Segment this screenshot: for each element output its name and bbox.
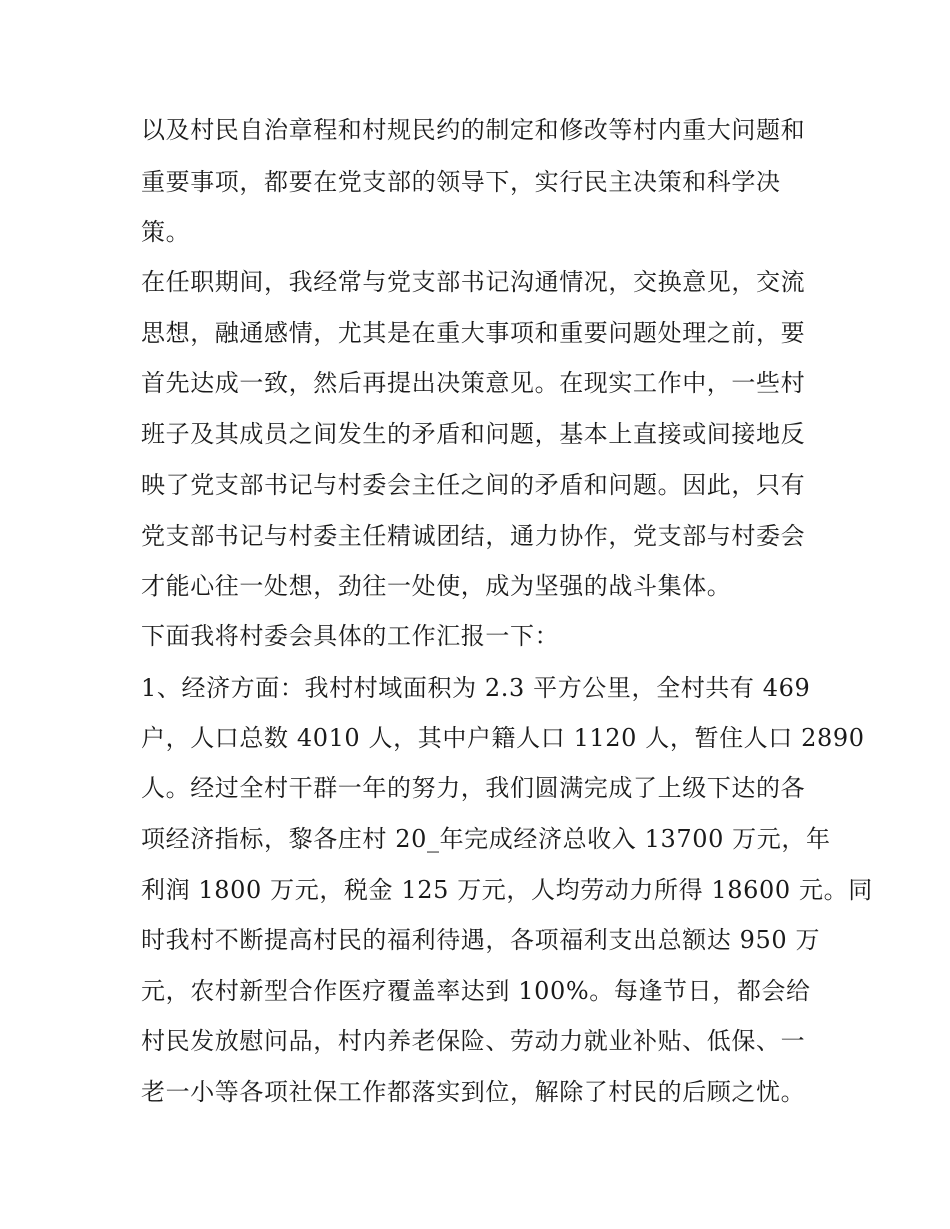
text-line: 户，人口总数 4010 人，其中户籍人口 1120 人，暂住人口 2890	[141, 724, 865, 752]
text-line: 人。经过全村干群一年的努力，我们圆满完成了上级下达的各	[141, 774, 806, 802]
text-line: 策。	[141, 218, 191, 246]
text-line: 项经济指标，黎各庄村 20_年完成经济总收入 13700 万元，年	[141, 825, 831, 853]
text-line: 下面我将村委会具体的工作汇报一下：	[141, 622, 560, 650]
text-line: 才能心往一处想，劲往一处使，成为坚强的战斗集体。	[141, 572, 732, 600]
text-line: 1、经济方面：我村村域面积为 2.3 平方公里，全村共有 469	[141, 674, 811, 702]
text-line: 元，农村新型合作医疗覆盖率达到 100%。每逢节日，都会给	[141, 977, 811, 1005]
text-line: 村民发放慰问品，村内养老保险、劳动力就业补贴、低保、一	[141, 1027, 806, 1055]
text-line: 思想，融通感情，尤其是在重大事项和重要问题处理之前，要	[141, 319, 806, 347]
text-line: 以及村民自治章程和村规民约的制定和修改等村内重大问题和	[141, 116, 806, 144]
text-line: 党支部书记与村委主任精诚团结，通力协作，党支部与村委会	[141, 522, 806, 550]
text-line: 老一小等各项社保工作都落实到位，解除了村民的后顾之忧。	[141, 1078, 806, 1106]
text-line: 在任职期间，我经常与党支部书记沟通情况，交换意见，交流	[141, 268, 806, 296]
text-line: 班子及其成员之间发生的矛盾和问题，基本上直接或间接地反	[141, 420, 806, 448]
text-line: 映了党支部书记与村委会主任之间的矛盾和问题。因此，只有	[141, 471, 806, 499]
text-line: 利润 1800 万元，税金 125 万元，人均劳动力所得 18600 元。同	[141, 876, 873, 904]
text-line: 重要事项，都要在党支部的领导下，实行民主决策和科学决	[141, 168, 781, 196]
text-line: 时我村不断提高村民的福利待遇，各项福利支出总额达 950 万	[141, 926, 821, 954]
text-line: 首先达成一致，然后再提出决策意见。在现实工作中，一些村	[141, 369, 806, 397]
